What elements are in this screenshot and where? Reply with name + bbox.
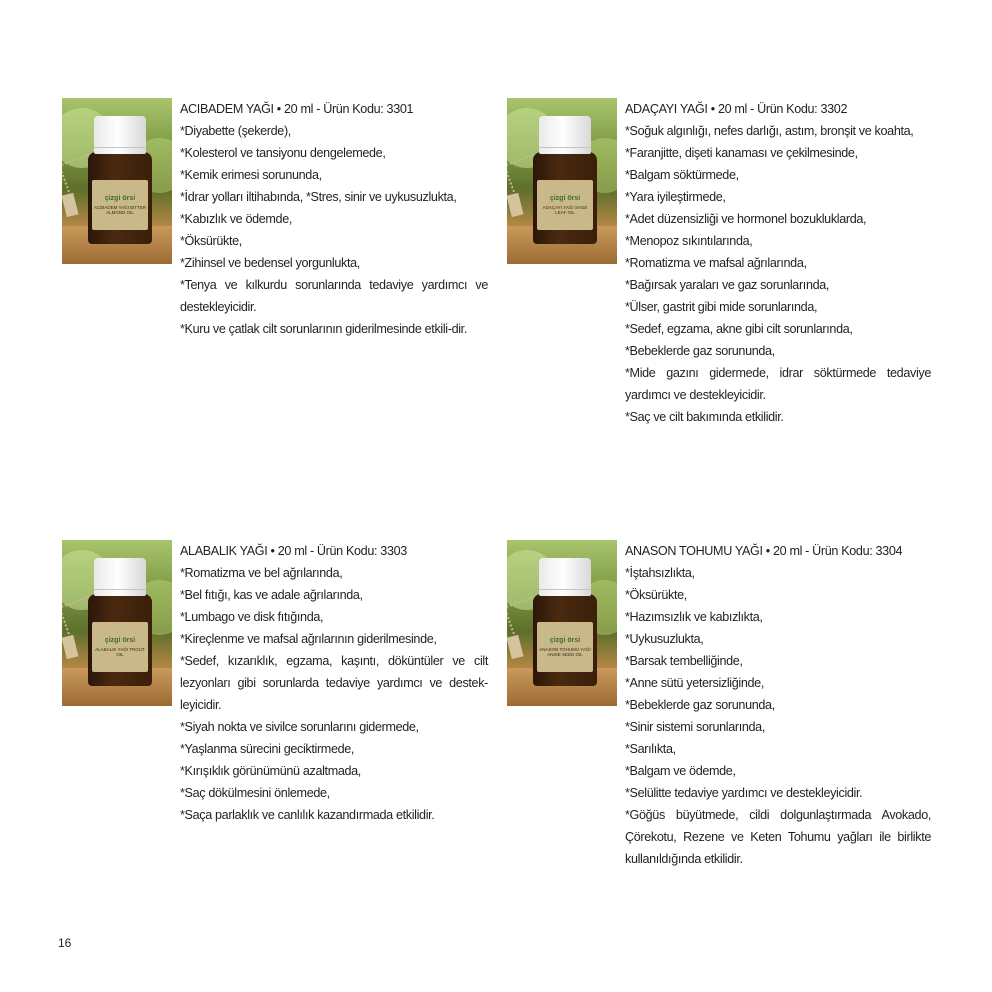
product-benefit: *Tenya ve kılkurdu sorunlarında tedaviye yardımcı ve destekleyicidir.	[180, 278, 488, 314]
product-benefit: *Kuru ve çatlak cilt sorunlarının giderilmesinde etkili-dir.	[180, 322, 467, 336]
product-benefit: *Kabızlık ve ödemde,	[180, 212, 293, 226]
product-benefit: *Bel fıtığı, kas ve adale ağrılarında,	[180, 588, 363, 602]
product-benefit: *Siyah nokta ve sivilce sorunlarını gidermede,	[180, 720, 419, 734]
product-benefit: *Menopoz sıkıntılarında,	[625, 234, 753, 248]
product-benefit: *Yara iyileştirmede,	[625, 190, 726, 204]
product-card-acibadem	[62, 98, 488, 340]
product-benefit: *Diyabette (şekerde),	[180, 124, 291, 138]
bottle-label	[92, 180, 148, 230]
product-benefit: *Selülitte tedaviye yardımcı ve destekleyicidir.	[625, 786, 863, 800]
product-description	[180, 540, 488, 826]
product-description	[180, 98, 488, 340]
product-description	[625, 540, 931, 870]
product-benefit: *Kireçlenme ve mafsal ağrılarının giderilmesinde,	[180, 632, 437, 646]
product-benefit: *Balgam ve ödemde,	[625, 764, 736, 778]
product-benefit: *Saç dökülmesini önlemede,	[180, 786, 330, 800]
bottle-label-text: ANASON TOHUMU YAĞI ANISE SEED OIL	[539, 646, 591, 657]
product-benefit: *Lumbago ve disk fıtığında,	[180, 610, 324, 624]
product-benefit: *Öksürükte,	[180, 234, 242, 248]
product-benefit: *Sedef, egzama, akne gibi cilt sorunlarında,	[625, 322, 853, 336]
product-benefit: *Ülser, gastrit gibi mide sorunlarında,	[625, 300, 818, 314]
product-benefit: *Kemik erimesi sorununda,	[180, 168, 322, 182]
bottle-label	[92, 622, 148, 672]
bottle-brand: çizgi örsi	[104, 194, 136, 202]
product-photo	[62, 98, 172, 264]
product-benefit: *Sedef, kızarıklık, egzama, kaşıntı, döküntüler ve cilt lezyonları gibi sorunlarda tedaviye yardımcı ve destek-leyicidir.	[180, 654, 488, 712]
product-photo	[507, 98, 617, 264]
product-benefit: *Mide gazını gidermede, idrar söktürmede tedaviye yardımcı ve destekleyicidir.	[625, 366, 931, 402]
product-benefit: *Kolesterol ve tansiyonu dengelemede,	[180, 146, 386, 160]
bottle-label-text: ALABALIK YAĞI TROUT OIL	[95, 646, 145, 657]
product-card-adacayi	[507, 98, 931, 428]
product-benefit: *Romatizma ve mafsal ağrılarında,	[625, 256, 807, 270]
product-benefit: *Zihinsel ve bedensel yorgunlukta,	[180, 256, 360, 270]
product-benefit: *Göğüs büyütmede, cildi dolgunlaştırmada Avokado, Çörekotu, Rezene ve Keten Tohumu yağları ile birlikte kullanıldığında etkilidir.	[625, 808, 931, 866]
product-benefit: *Uykusuzlukta,	[625, 632, 704, 646]
product-title: ADAÇAYI YAĞI • 20 ml - Ürün Kodu: 3302	[625, 102, 848, 116]
product-benefit: *İştahsızlıkta,	[625, 566, 695, 580]
product-benefit: *Sinir sistemi sorunlarında,	[625, 720, 765, 734]
bottle-label	[537, 180, 593, 230]
product-benefit: *Kırışıklık görünümünü azaltmada,	[180, 764, 361, 778]
product-benefit: *Saça parlaklık ve canlılık kazandırmada etkilidir.	[180, 808, 435, 822]
bottle-brand: çizgi örsi	[549, 194, 581, 202]
product-benefit: *Romatizma ve bel ağrılarında,	[180, 566, 343, 580]
product-benefit: *Bebeklerde gaz sorununda,	[625, 344, 775, 358]
product-benefit: *Soğuk algınlığı, nefes darlığı, astım, bronşit ve koahta,	[625, 124, 914, 138]
product-description	[625, 98, 931, 428]
bottle-brand: çizgi örsi	[549, 636, 581, 644]
bottle-label-text: ADAÇAYI YAĞI SAGE LEAF OIL	[542, 204, 588, 215]
product-photo	[507, 540, 617, 706]
product-benefit: *Bebeklerde gaz sorununda,	[625, 698, 775, 712]
product-benefit: *Adet düzensizliği ve hormonel bozukluklarda,	[625, 212, 867, 226]
product-benefit: *Faranjitte, dişeti kanaması ve çekilmesinde,	[625, 146, 858, 160]
product-benefit: *Barsak tembelliğinde,	[625, 654, 743, 668]
product-benefit: *Sarılıkta,	[625, 742, 676, 756]
product-title: ACIBADEM YAĞI • 20 ml - Ürün Kodu: 3301	[180, 102, 414, 116]
product-benefit: *İdrar yolları iltihabında, *Stres, sinir ve uykusuzlukta,	[180, 190, 457, 204]
product-card-anason	[507, 540, 931, 870]
product-benefit: *Öksürükte,	[625, 588, 687, 602]
product-title: ALABALIK YAĞI • 20 ml - Ürün Kodu: 3303	[180, 544, 407, 558]
product-benefit: *Anne sütü yetersizliğinde,	[625, 676, 764, 690]
bottle-brand: çizgi örsi	[104, 636, 136, 644]
product-title: ANASON TOHUMU YAĞI • 20 ml - Ürün Kodu: 3304	[625, 544, 903, 558]
bottle-label	[537, 622, 593, 672]
product-card-alabalik	[62, 540, 488, 826]
product-photo	[62, 540, 172, 706]
product-benefit: *Bağırsak yaraları ve gaz sorunlarında,	[625, 278, 830, 292]
page-number: 16	[58, 936, 72, 950]
bottle-label-text: ACIBADEM YAĞI BITTER ALMOND OIL	[93, 204, 147, 215]
product-benefit: *Balgam söktürmede,	[625, 168, 739, 182]
product-benefit: *Hazımsızlık ve kabızlıkta,	[625, 610, 763, 624]
product-benefit: *Saç ve cilt bakımında etkilidir.	[625, 410, 784, 424]
product-benefit: *Yaşlanma sürecini geciktirmede,	[180, 742, 355, 756]
